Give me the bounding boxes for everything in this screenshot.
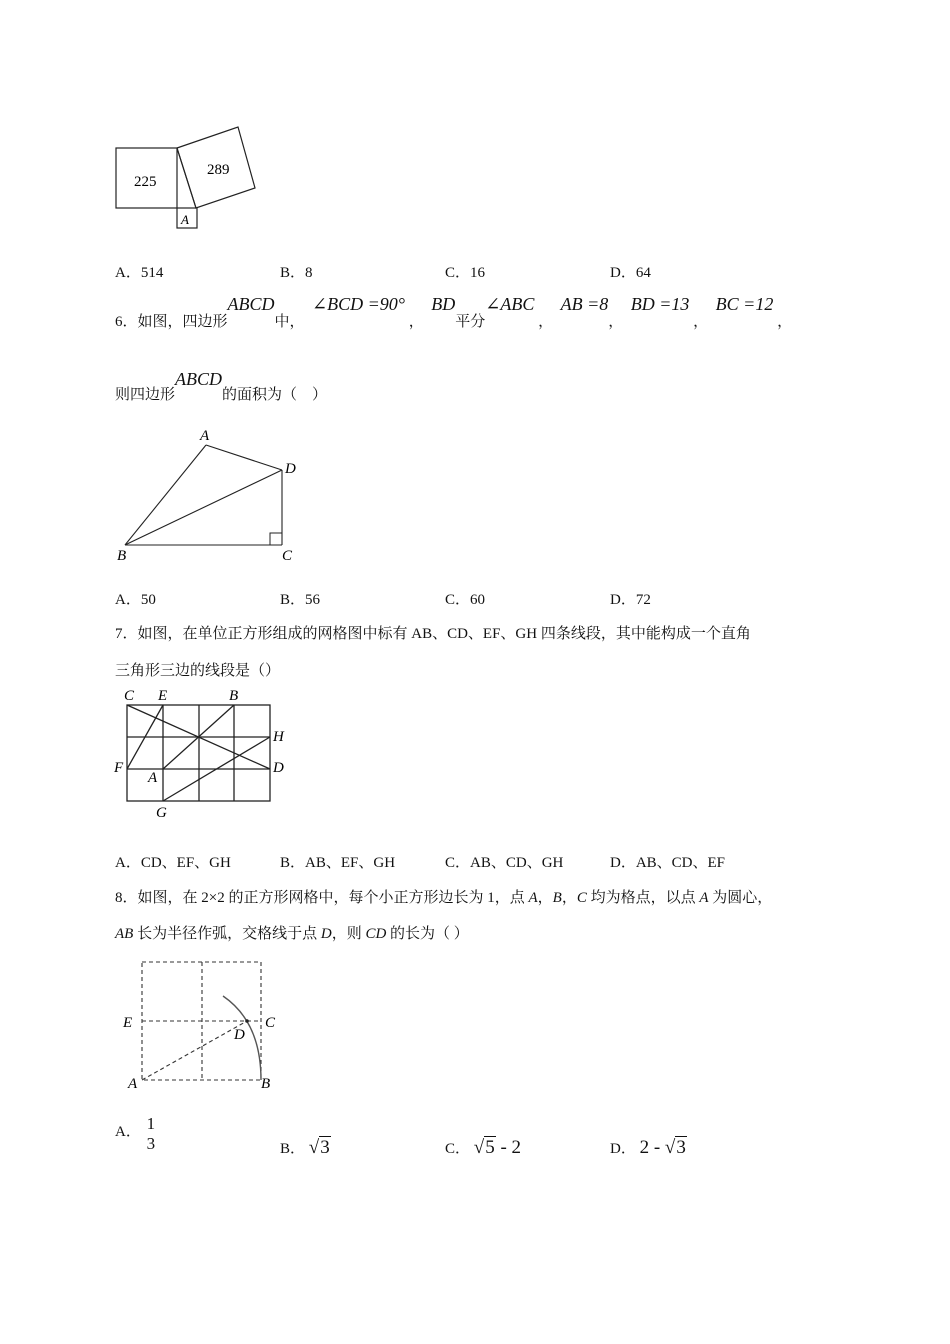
q8-fraction: 1 3 (146, 1114, 156, 1153)
sqrt-symbol: √ (664, 1137, 676, 1158)
q8-option-d[interactable]: D． 2 - √3 (610, 1137, 686, 1158)
q6-option-d[interactable]: D．72 (610, 592, 651, 608)
q8-label-B: B (261, 1076, 271, 1092)
q8-point-D (245, 1019, 249, 1023)
q6-label-A: A (200, 428, 210, 444)
q5-option-b[interactable]: B．8 (280, 265, 313, 281)
q8-label-E: E (123, 1015, 133, 1031)
q7-stem-line1: 7．如图，在单位正方形组成的网格图中标有 AB、CD、EF、GH 四条线段，其中能构成一个直角 (115, 626, 751, 642)
q6-label-D: D (285, 461, 296, 477)
q6-option-a[interactable]: A．50 (115, 592, 156, 608)
q7-label-B: B (229, 688, 239, 704)
q8-label-D: D (234, 1027, 245, 1043)
q6-label-C: C (282, 548, 293, 564)
q5-label-289: 289 (207, 162, 230, 178)
q7-option-d[interactable]: D．AB、CD、EF (610, 855, 726, 871)
q6-label-B: B (117, 548, 127, 564)
q5-option-c[interactable]: C．16 (445, 265, 486, 281)
q5-label-A: A (181, 212, 189, 227)
q7-label-A: A (148, 770, 158, 786)
q6-stem-line1: 6．如图，四边形ABCD中， ∠BCD =90° ， BD平分∠ABC ， AB =8， BD =13 ， BC =12 ， (115, 294, 793, 330)
q7-label-C: C (124, 688, 135, 704)
q5-label-225: 225 (134, 174, 157, 190)
q7-figure (110, 685, 300, 820)
q6-option-b[interactable]: B．56 (280, 592, 321, 608)
q7-option-b[interactable]: B．AB、EF、GH (280, 855, 396, 871)
q8-option-b[interactable]: B． √3 (280, 1137, 330, 1158)
q6-stem-line2: 则四边形ABCD的面积为（ ） (115, 369, 328, 403)
q6-figure (110, 425, 310, 570)
q8-stem-line2: AB 长为半径作弧，交格线于点 D，则 CD 的长为（ ） (115, 926, 469, 942)
q8-option-a[interactable]: A． 1 3 (115, 1114, 156, 1153)
q6-option-c[interactable]: C．60 (445, 592, 486, 608)
q8-stem-line1: 8．如图，在 2×2 的正方形网格中，每个小正方形边长为 1，点 A，B，C 均为格点，以点 A 为圆心， (115, 890, 773, 906)
q5-option-a[interactable]: A．514 (115, 265, 164, 281)
q8-label-A: A (128, 1076, 138, 1092)
q7-option-a[interactable]: A．CD、EF、GH (115, 855, 231, 871)
q7-label-F: F (114, 760, 124, 776)
q5-option-d[interactable]: D．64 (610, 265, 651, 281)
q7-label-G: G (156, 805, 167, 820)
sqrt-symbol: √ (473, 1137, 485, 1158)
q7-label-D: D (273, 760, 284, 776)
q8-label-C: C (265, 1015, 276, 1031)
q7-stem-line2: 三角形三边的线段是（） (115, 663, 281, 679)
q6-right-angle-mark (270, 533, 282, 545)
q8-option-c[interactable]: C． √5 - 2 (445, 1137, 522, 1158)
q8-figure (115, 950, 290, 1095)
sqrt-symbol: √ (308, 1137, 320, 1158)
q5-figure (110, 120, 270, 235)
q7-label-E: E (158, 688, 168, 704)
q7-label-H: H (273, 729, 284, 745)
q7-option-c[interactable]: C．AB、CD、GH (445, 855, 564, 871)
